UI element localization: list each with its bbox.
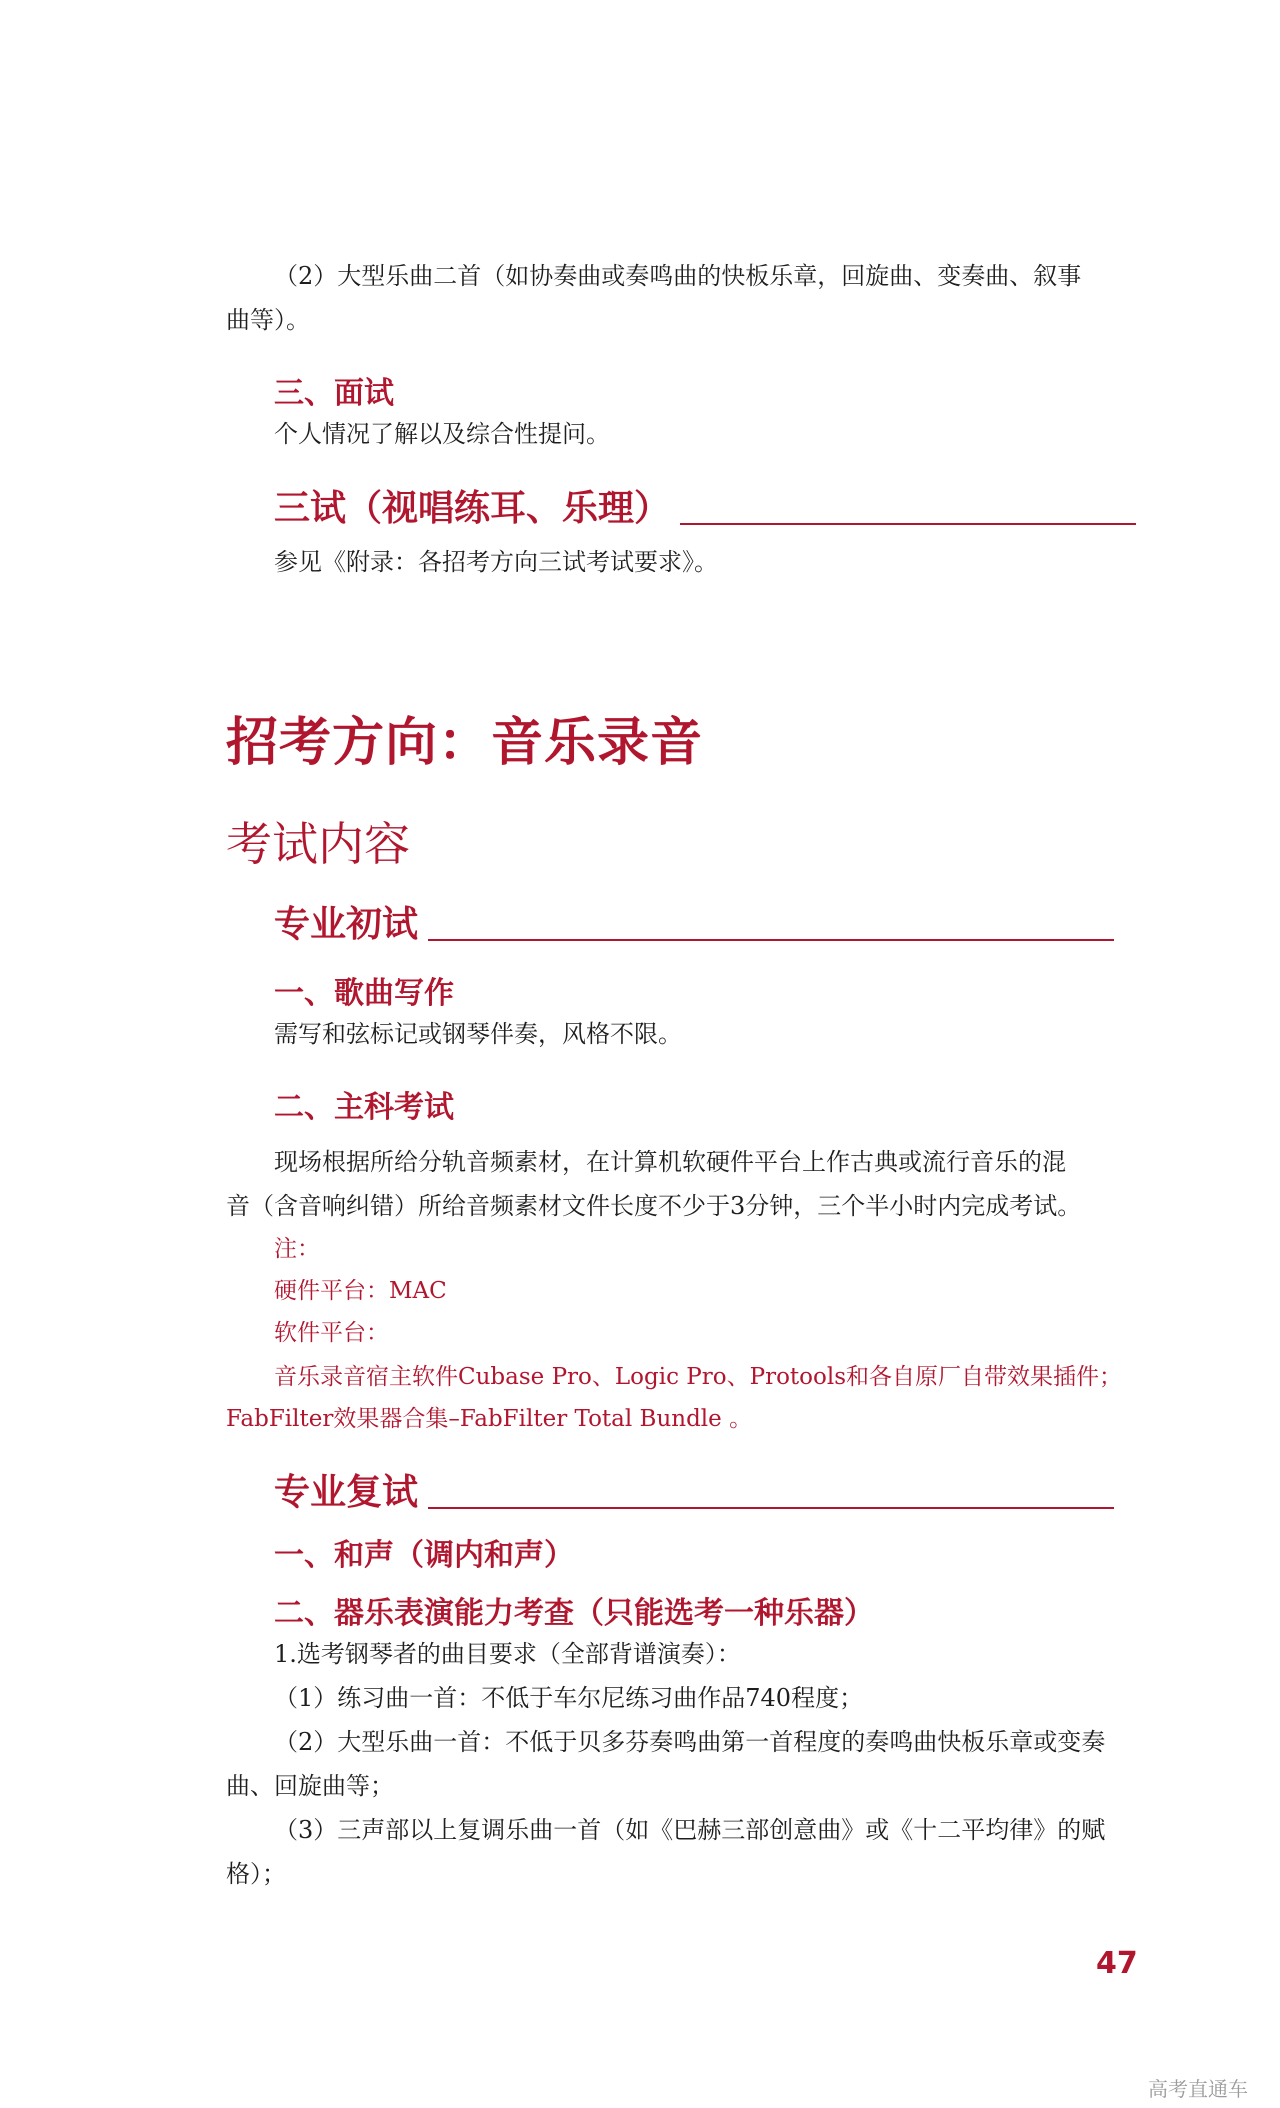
software-platform-line: FabFilter效果器合集–FabFilter Total Bundle 。 [226, 1406, 753, 1432]
text-line: （2）大型乐曲二首（如协奏曲或奏鸣曲的快板乐章，回旋曲、变奏曲、叙事 [274, 262, 1082, 290]
second-round-heading-label: 专业复试 [274, 1472, 419, 1513]
interview-text [226, 412, 1132, 456]
hardware-platform: 硬件平台：MAC [274, 1278, 447, 1304]
third-test-text [226, 540, 1132, 584]
text-line: 1.选考钢琴者的曲目要求（全部背谱演奏）： [274, 1640, 741, 1668]
text-line: 参见《附录：各招考方向三试考试要求》。 [274, 548, 718, 576]
watermark: 高考直通车 [1148, 2077, 1248, 2101]
song-writing-heading: 一、歌曲写作 [274, 976, 454, 1011]
first-round-heading [274, 896, 1114, 947]
section-heading-interview: 三、面试 [274, 376, 394, 411]
text-line: 曲、回旋曲等； [226, 1772, 394, 1800]
instrument-heading: 二、器乐表演能力考查（只能选考一种乐器） [274, 1596, 874, 1631]
heading-rule [428, 1507, 1114, 1509]
text-line: 曲等）。 [226, 306, 310, 334]
text-line: 现场根据所给分轨音频素材，在计算机软硬件平台上作古典或流行音乐的混 [274, 1148, 1066, 1176]
second-round-heading [274, 1464, 1114, 1515]
paragraph-large-pieces [226, 254, 1132, 342]
text-line: 音（含音响纠错）所给音频素材文件长度不少于3分钟，三个半小时内完成考试。 [226, 1192, 1082, 1220]
heading-rule [428, 939, 1114, 941]
heading-rule [680, 523, 1136, 525]
piano-requirements [226, 1632, 1132, 1896]
text-line: 格）； [226, 1860, 286, 1888]
first-round-heading-label: 专业初试 [274, 904, 419, 945]
third-test-heading [274, 480, 1136, 531]
exam-content-subtitle: 考试内容 [226, 817, 410, 871]
text-line: （2）大型乐曲一首：不低于贝多芬奏鸣曲第一首程度的奏鸣曲快板乐章或变奏 [274, 1728, 1106, 1756]
major-exam-text [226, 1140, 1132, 1228]
harmony-heading: 一、和声（调内和声） [274, 1538, 574, 1573]
page-title: 招考方向：音乐录音 [226, 713, 704, 773]
text-line: （3）三声部以上复调乐曲一首（如《巴赫三部创意曲》或《十二平均律》的赋 [274, 1816, 1106, 1844]
page-number: 47 [1096, 1946, 1138, 1981]
text-line: 需写和弦标记或钢琴伴奏，风格不限。 [274, 1020, 682, 1048]
song-writing-text [226, 1012, 1132, 1056]
note-label: 注： [274, 1236, 320, 1262]
text-line: 个人情况了解以及综合性提问。 [274, 420, 610, 448]
major-exam-heading: 二、主科考试 [274, 1090, 454, 1125]
text-line: （1）练习曲一首：不低于车尔尼练习曲作品740程度； [274, 1684, 864, 1712]
software-platform-label: 软件平台： [274, 1320, 389, 1346]
software-platform-line: 音乐录音宿主软件Cubase Pro、Logic Pro、Protools和各自原厂自带效果插件； [274, 1364, 1123, 1390]
third-test-heading-label: 三试（视唱练耳、乐理） [274, 488, 671, 529]
